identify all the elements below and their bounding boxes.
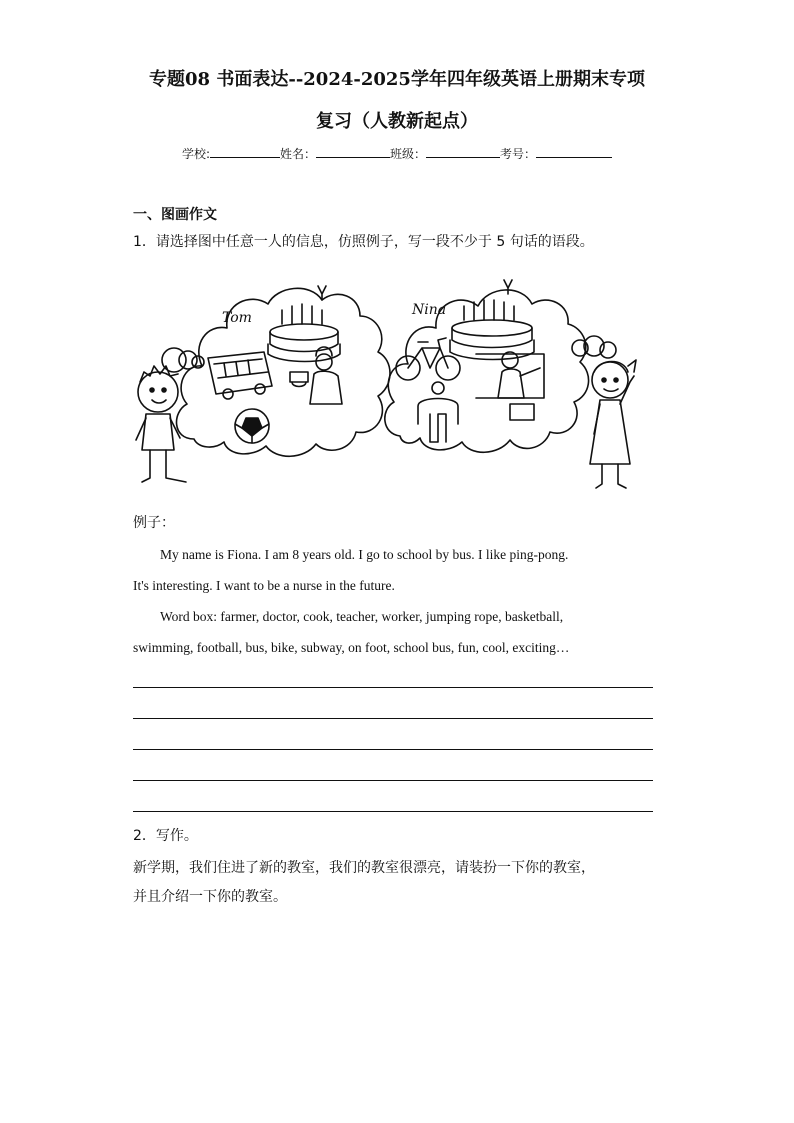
page-title-line1: 专题08 书面表达--2024-2025学年四年级英语上册期末专项 xyxy=(149,69,645,90)
question-1-prompt: 1．请选择图中任意一人的信息，仿照例子，写一段不少于 5 句话的语段。 xyxy=(133,234,594,250)
word-box-line-2: swimming, football, bus, bike, subway, on foot, school bus, fun, cool, exciting… xyxy=(133,640,570,655)
question-2-prompt: 2．写作。 xyxy=(133,828,198,844)
nina-girl-figure xyxy=(590,360,636,488)
birthday-cake-icon-left xyxy=(268,286,340,362)
tom-name-label: Tom xyxy=(222,310,252,326)
nina-name-label: Nina xyxy=(412,302,447,318)
class-label: 班级： xyxy=(390,147,427,161)
answer-line[interactable] xyxy=(133,718,653,719)
page-title-line2: 复习（人教新起点） xyxy=(316,111,478,132)
question-2-text-line-2: 并且介绍一下你的教室。 xyxy=(133,889,287,905)
class-field[interactable] xyxy=(426,144,500,158)
answer-line[interactable] xyxy=(133,811,653,812)
thought-cloud-left xyxy=(177,288,390,456)
school-label: 学校: xyxy=(181,147,210,161)
name-field[interactable] xyxy=(316,144,390,158)
illustration-tom-nina xyxy=(132,264,644,494)
example-line-1: My name is Fiona. I am 8 years old. I go to school by bus. I like ping-pong. xyxy=(160,547,569,562)
student-info-row xyxy=(150,144,644,164)
exam-number-field[interactable] xyxy=(536,144,612,158)
birthday-cake-icon-right xyxy=(450,280,534,360)
walking-sign-icon xyxy=(418,382,458,442)
name-label: 姓名： xyxy=(280,147,317,161)
section-title: 一、图画作文 xyxy=(133,207,217,223)
answer-line[interactable] xyxy=(133,687,653,688)
tom-boy-figure xyxy=(136,366,186,482)
school-field[interactable] xyxy=(210,144,280,158)
question-2-text-line-1: 新学期，我们住进了新的教室，我们的教室很漂亮，请装扮一下你的教室， xyxy=(133,860,595,876)
answer-line[interactable] xyxy=(133,780,653,781)
word-box-line-1: Word box: farmer, doctor, cook, teacher, worker, jumping rope, basketball, xyxy=(160,609,564,624)
football-icon xyxy=(235,409,269,443)
cook-icon xyxy=(290,347,342,404)
example-line-2: It's interesting. I want to be a nurse in the future. xyxy=(133,578,395,593)
exam-number-label: 考号： xyxy=(500,147,537,161)
answer-line[interactable] xyxy=(133,749,653,750)
example-label: 例子： xyxy=(133,515,175,531)
teacher-icon xyxy=(476,352,544,420)
bus-icon xyxy=(208,352,272,399)
